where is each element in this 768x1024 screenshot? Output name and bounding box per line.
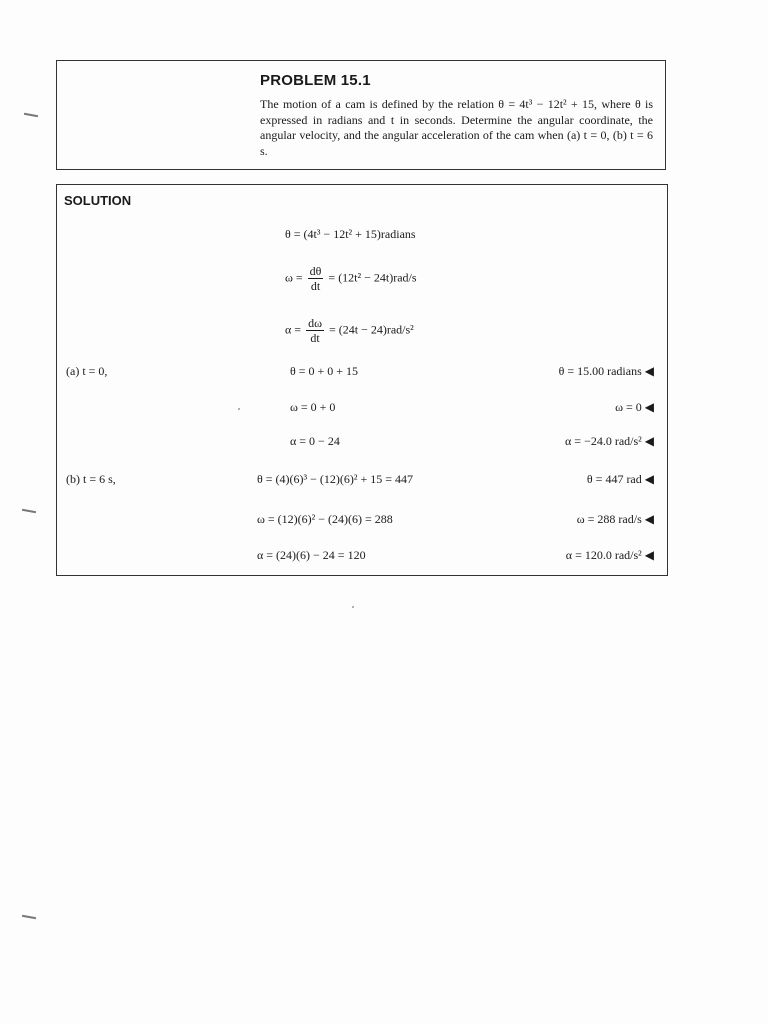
part-a-omega-answer: ω = 0 ◀ xyxy=(615,400,654,414)
part-b-alpha-calc: α = (24)(6) − 24 = 120 xyxy=(257,548,366,562)
omega-fraction xyxy=(308,264,324,293)
problem-title: PROBLEM 15.1 xyxy=(260,72,371,89)
scan-speck xyxy=(352,606,354,608)
part-a-omega-calc: ω = 0 + 0 xyxy=(290,400,336,414)
scan-mark xyxy=(24,113,38,117)
part-a-theta-calc: θ = 0 + 0 + 15 xyxy=(290,364,359,378)
theta-equation: θ = (4t³ − 12t² + 15)radians xyxy=(285,227,416,241)
scan-mark xyxy=(22,509,36,513)
omega-denominator: dt xyxy=(310,279,321,293)
part-b-theta-calc: θ = (4)(6)³ − (12)(6)² + 15 = 447 xyxy=(257,472,413,486)
scan-speck xyxy=(238,408,240,410)
solution-title: SOLUTION xyxy=(64,193,132,208)
problem-statement: The motion of a cam is defined by the relation θ = 4t³ − 12t² + 15, where θ is expressed in radians and t in seconds. Determine the angular coordinate, the angular velocity, and the angular acceleration of the cam when (a) t = 0, (b) t = 6 s. xyxy=(260,97,653,158)
alpha-numerator: dω xyxy=(308,316,322,330)
omega-lhs: ω = xyxy=(285,270,303,285)
part-a-label: (a) t = 0, xyxy=(66,364,108,378)
alpha-lhs: α = xyxy=(285,322,302,337)
omega-rhs: = (12t² − 24t)rad/s xyxy=(328,270,417,285)
part-a-theta-answer: θ = 15.00 radians ◀ xyxy=(558,364,654,378)
scan-mark xyxy=(22,915,36,919)
alpha-denominator: dt xyxy=(310,331,320,345)
alpha-fraction xyxy=(306,316,324,345)
omega-numerator: dθ xyxy=(309,264,322,278)
alpha-rhs: = (24t − 24)rad/s² xyxy=(328,322,414,337)
omega-equation xyxy=(285,264,417,293)
part-a-alpha-answer: α = −24.0 rad/s² ◀ xyxy=(565,434,654,448)
alpha-equation xyxy=(285,316,414,345)
part-b-theta-answer: θ = 447 rad ◀ xyxy=(586,472,654,486)
part-b-omega-calc: ω = (12)(6)² − (24)(6) = 288 xyxy=(257,512,393,526)
part-b-alpha-answer: α = 120.0 rad/s² ◀ xyxy=(565,548,654,562)
part-b-label: (b) t = 6 s, xyxy=(66,472,116,486)
part-a-alpha-calc: α = 0 − 24 xyxy=(290,434,340,448)
part-b-omega-answer: ω = 288 rad/s ◀ xyxy=(576,512,654,526)
